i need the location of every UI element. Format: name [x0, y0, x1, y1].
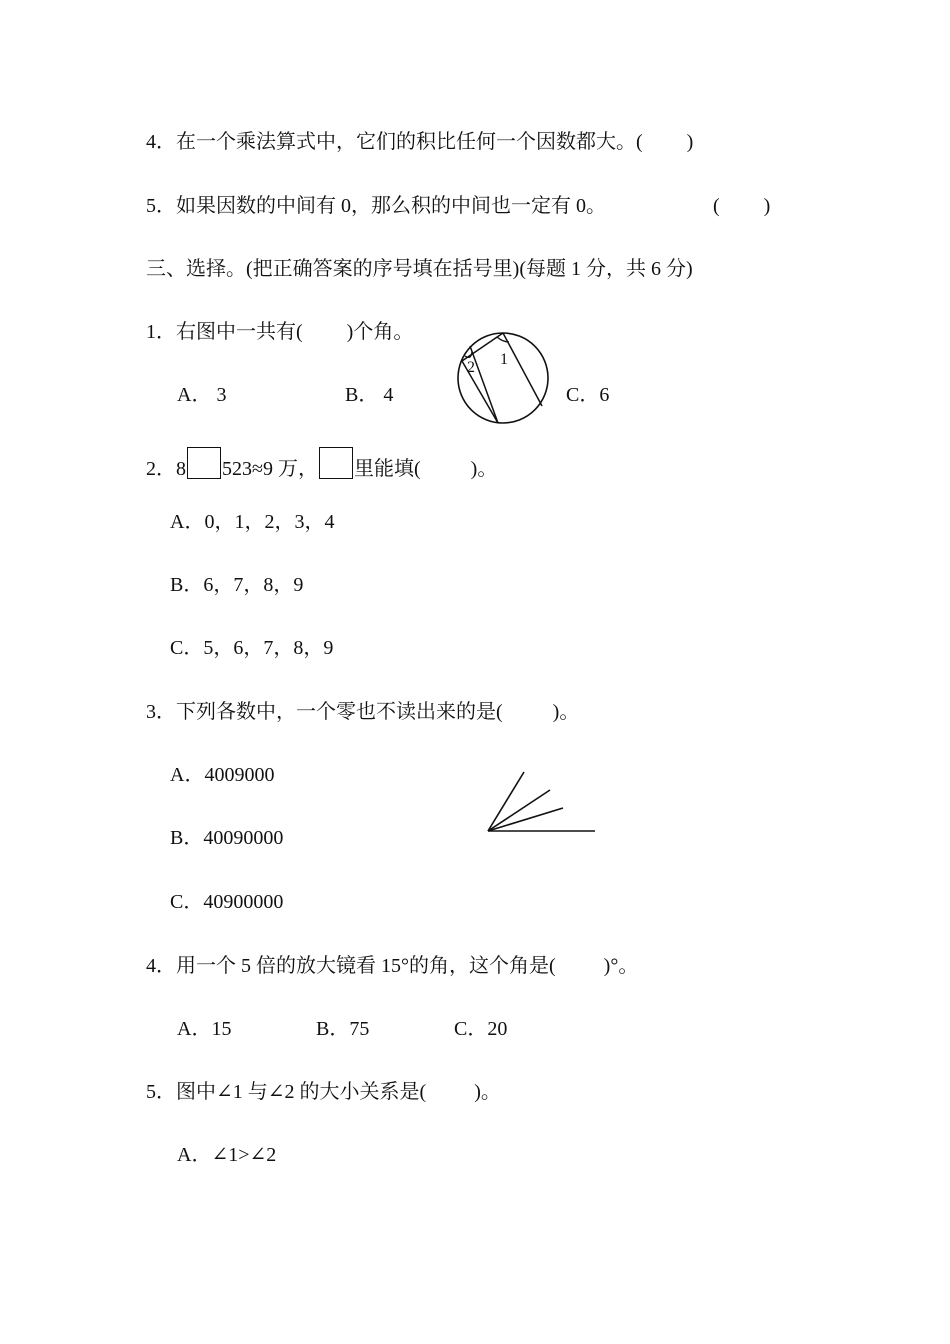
choice-q2-option-c: C．5，6，7，8，9: [170, 637, 334, 659]
choice-question-5: [146, 1080, 501, 1104]
choice-q3-stem-a: 3．下列各数中，一个零也不读出来的是(: [146, 701, 503, 723]
choice-question-4: [146, 954, 638, 978]
figure-chord-apex-to-bottom-right: [503, 333, 542, 406]
blank-box-2: [319, 447, 353, 479]
choice-q1-option-a: A． 3: [177, 384, 227, 406]
choice-q5-option-a: A．∠1>∠2: [177, 1144, 277, 1166]
choice-q3-stem-b: )。: [552, 701, 580, 723]
choice-q2-option-a: A．0，1，2，3，4: [170, 511, 335, 533]
choice-q1-stem-b: )个角。: [346, 321, 414, 343]
choice-question-2: [146, 447, 497, 481]
section-3-heading: 三、选择。(把正确答案的序号填在括号里)(每题 1 分，共 6 分): [146, 258, 693, 280]
choice-q2-part-2: 523≈9 万，: [222, 458, 318, 480]
choice-q4-option-b: B．75: [316, 1018, 370, 1040]
choice-q3-option-a: A．4009000: [170, 764, 275, 786]
choice-question-3: [146, 700, 579, 724]
choice-question-1: [146, 320, 413, 344]
choice-q2-part-3: 里能填(: [353, 458, 421, 480]
choice-q2-option-b: B．6，7，8，9: [170, 574, 304, 596]
choice-q4-option-a: A．15: [177, 1018, 232, 1040]
angle-2-label: 2: [467, 359, 475, 376]
choice-q4-stem-b: )°。: [603, 955, 639, 977]
choice-q1-option-c: C．6: [566, 384, 610, 406]
blank-box-1: [187, 447, 221, 479]
angle-1-label: 1: [500, 351, 508, 368]
figure-chord-top-left-to-bottom: [470, 346, 498, 423]
choice-q3-option-b: B．40090000: [170, 827, 284, 849]
judge-q5-open-paren: (: [713, 195, 720, 217]
judge-q4-close-paren: ): [686, 131, 694, 153]
circle-angle-figure: [455, 328, 551, 428]
judge-question-4: [146, 130, 693, 154]
choice-q5-stem-a: 5．图中∠1 与∠2 的大小关系是(: [146, 1081, 427, 1103]
choice-q2-part-4: )。: [470, 458, 498, 480]
choice-q5-stem-b: )。: [474, 1081, 501, 1103]
judge-q5-answer-paren: [713, 194, 770, 218]
choice-q1-option-b: B． 4: [345, 384, 394, 406]
judge-question-5: [146, 194, 606, 218]
choice-q3-option-c: C．40900000: [170, 891, 284, 913]
judge-q5-close-paren: ): [763, 195, 771, 217]
rays-angle-figure: [484, 768, 600, 836]
choice-q4-option-c: C．20: [454, 1018, 508, 1040]
judge-q4-text: 4．在一个乘法算式中，它们的积比任何一个因数都大。(: [146, 131, 643, 153]
judge-q5-text: 5．如果因数的中间有 0，那么积的中间也一定有 0。: [146, 195, 606, 217]
ray-mid: [488, 790, 550, 831]
choice-q1-stem-a: 1．右图中一共有(: [146, 321, 303, 343]
choice-q2-part-1: 2．8: [146, 458, 186, 480]
choice-q4-stem-a: 4．用一个 5 倍的放大镜看 15°的角，这个角是(: [146, 955, 556, 977]
